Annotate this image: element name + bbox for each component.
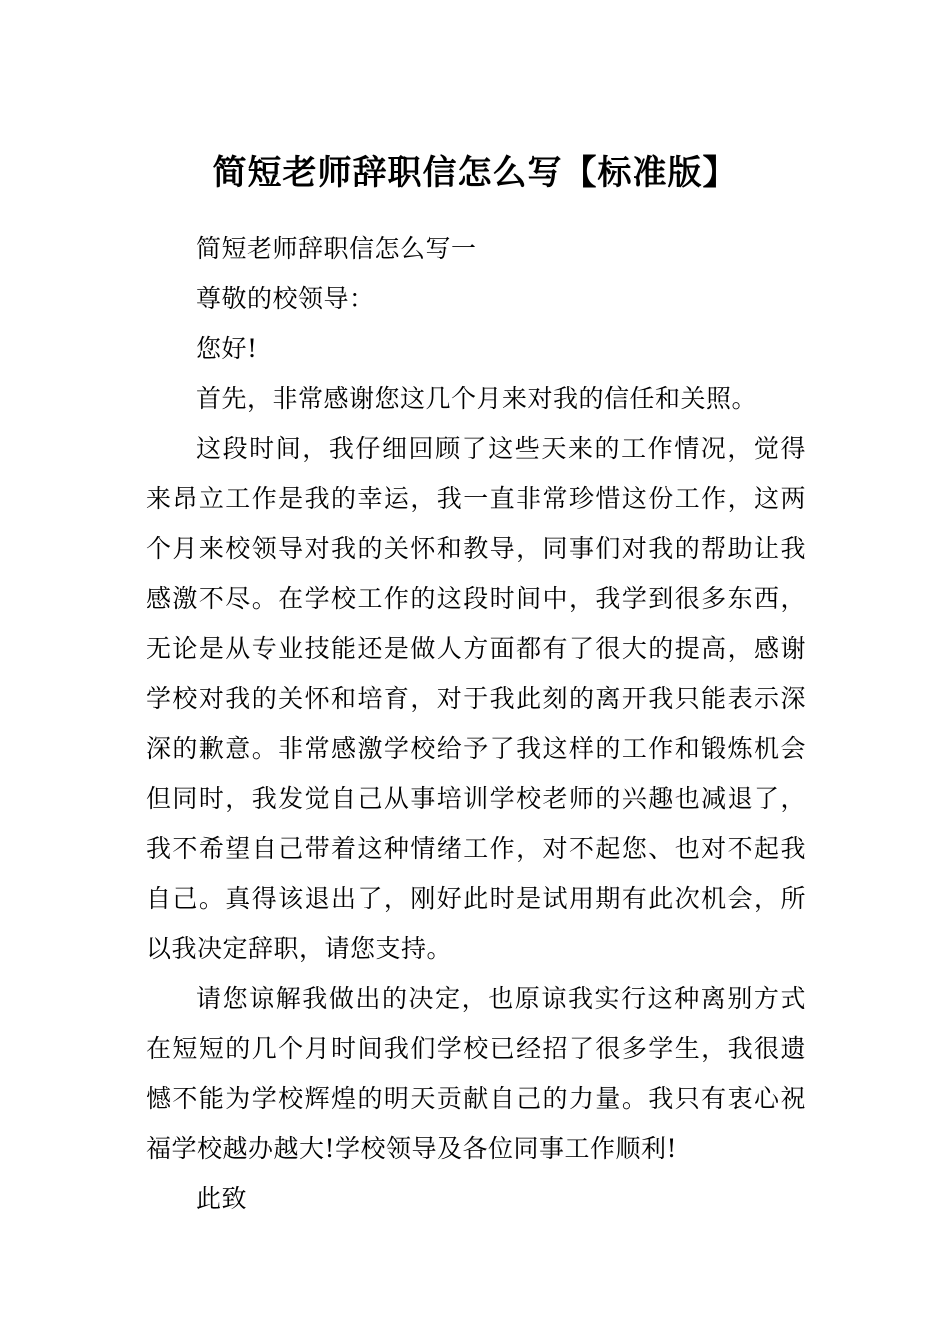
document-body bbox=[146, 224, 806, 1224]
paragraph-main: 这段时间，我仔细回顾了这些天来的工作情况，觉得来昂立工作是我的幸运，我一直非常珍惜这份工作，这两个月来校领导对我的关怀和教导，同事们对我的帮助让我感激不尽。在学校工作的这段时间中，我学到很多东西，无论是从专业技能还是做人方面都有了很大的提高，感谢学校对我的关怀和培育，对于我此刻的离开我只能表示深深的歉意。非常感激学校给予了我这样的工作和锻炼机会但同时，我发觉自己从事培训学校老师的兴趣也减退了，我不希望自己带着这种情绪工作，对不起您、也对不起我自己。真得该退出了，刚好此时是试用期有此次机会，所以我决定辞职，请您支持。 bbox=[146, 434, 806, 963]
paragraph-apology: 请您谅解我做出的决定，也原谅我实行这种离别方式 在短短的几个月时间我们学校已经招了很多学生，我很遗憾不能为学校辉煌的明天贡献自己的力量。我只有衷心祝福学校越办越大!学校领导及各位同事工作顺利! bbox=[146, 984, 806, 1163]
paragraph-greeting: 您好! bbox=[196, 334, 258, 363]
paragraph-closing: 此致 bbox=[196, 1184, 248, 1213]
document-title: 简短老师辞职信怎么写【标准版】 bbox=[212, 152, 738, 193]
paragraph-heading: 简短老师辞职信怎么写一 bbox=[196, 234, 477, 263]
paragraph-thanks: 首先，非常感谢您这几个月来对我的信任和关照。 bbox=[196, 384, 758, 413]
paragraph-salutation: 尊敬的校领导： bbox=[196, 284, 375, 313]
